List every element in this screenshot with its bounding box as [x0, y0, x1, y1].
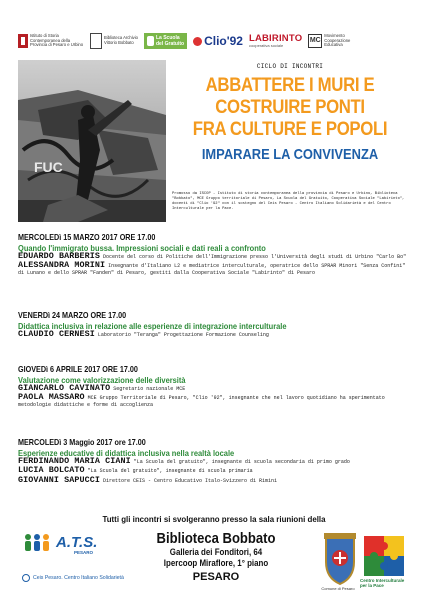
speaker-name: FERDINANDO MARIA CIANI [18, 456, 131, 466]
session-topic: Quando l'immigrato bussa. Impressioni sociali e dati reali a confronto [18, 243, 266, 253]
speaker [18, 385, 410, 392]
speaker-name: LUCIA BOLCATO [18, 465, 85, 476]
speaker [18, 262, 410, 276]
session-date: VENERDì 24 MARZO ORE 17.00 [18, 311, 127, 320]
ceis-circle-icon [22, 574, 30, 582]
event-subtitle: IMPARARE LA CONVIVENZA [201, 146, 379, 163]
comune-crest-icon [320, 532, 360, 588]
session-date: MERCOLEDì 3 Maggio 2017 ore 17.00 [18, 438, 146, 447]
clio-dot-icon [193, 37, 202, 46]
session-3 [18, 365, 410, 408]
speaker [18, 331, 410, 338]
biblioteca-logo: Biblioteca Archivio Vittorio Bobbato [90, 31, 138, 51]
speaker-name: GIANCARLO CAVINATO [18, 383, 111, 393]
speaker [18, 394, 410, 408]
speaker-desc: "La Scuola del gratuito", insegnante di scuola primaria [87, 468, 253, 475]
wall-photo [18, 60, 166, 222]
speaker-name: ALESSANDRA MORINI [18, 260, 106, 271]
wall-photo-image [18, 60, 166, 222]
speaker-desc: Laboratorio "Teranga" Progettazione Formazione Counseling [97, 332, 269, 338]
book-icon [90, 33, 102, 49]
clio-logo: Clio'92 [193, 33, 243, 49]
scuola-del-gratuito-logo: La Scuola del Gratuito [144, 33, 187, 49]
iscop-mark-icon [18, 34, 28, 48]
venue-block [128, 531, 304, 584]
svg-text:FUC: FUC [34, 159, 63, 175]
comune-label: Comune di Pesaro [321, 586, 355, 591]
session-2 [18, 311, 410, 338]
centro-pace-label: Centro Interculturale per la Pace [360, 578, 405, 588]
series-label: CICLO DI INCONTRI [256, 63, 324, 70]
mce-logo: MC Movimento Cooperazione Educativa [309, 33, 351, 48]
figure-icon [147, 36, 154, 46]
speaker-desc: "La Scuola del gratuito", insegnante di scuola secondaria di primo grado [133, 459, 350, 465]
ceis-logo: Ceis Pesaro. Centro Italiano Solidarietà [22, 574, 162, 582]
venue-address: Galleria dei Fonditori, 64 [169, 547, 263, 557]
promoters-text: Promosso da ISCOP - Istituto di storia contemporanea della provincia di Pesaro e Urbino, Biblioteca "Bobbato", MCE Gruppo territoriale di Pesaro, La Scuola del Gratuito, Cooperativa Sociale "Labirinto", docenti di "Clio '92" con il sostegno del Ceis Pesaro - Centro Italiano Solidarietà e del Centro Interculturale per la Pace. [172, 192, 405, 211]
venue-floor: Ipercoop Miraflore, 1° piano [163, 558, 269, 568]
labirinto-logo: LABIRINTO cooperativa sociale [248, 33, 303, 48]
session-topic: Valutazione come valorizzazione delle diversità [18, 375, 186, 385]
session-topic: Didattica inclusiva in relazione alle esperienze di integrazione interculturale [18, 321, 287, 331]
speaker [18, 458, 410, 465]
venue-name: Biblioteca Bobbato [156, 531, 276, 547]
speaker-name: EDUARDO BARBERIS [18, 251, 101, 261]
speaker [18, 467, 410, 474]
session-1 [18, 233, 410, 276]
speaker-desc: Insegnante d'Italiano L2 e mediatrice interculturale, operatrice dello SPRAR Minori "Senza Confini" di Lunano e dello SPRAR "Fanden" di Pesaro, gestiti dalla Cooperativa Sociale "Labirinto" di Pesaro [18, 263, 406, 276]
mce-mark-icon: MC [308, 34, 322, 48]
puzzle-icon [362, 534, 406, 578]
venue-city: PESARO [192, 571, 240, 583]
speaker-name: CLAUDIO CERNESI [18, 329, 95, 339]
speaker-desc: Segretario nazionale MCE [113, 386, 186, 392]
iscop-logo: Istituto di Storia Contemporanea della Provincia di Pesaro e Urbino [18, 31, 84, 51]
session-date: GIOVEDì 6 APRILE 2017 ORE 17.00 [18, 365, 138, 374]
sponsor-logos [18, 30, 406, 52]
session-topic: Esperienze educative di didattica inclusiva nella realtà locale [18, 448, 235, 458]
session-4 [18, 438, 410, 484]
speaker-name: PAOLA MASSARO [18, 392, 85, 403]
speaker-desc: Docente del corso di Politiche dell'Immigrazione presso l'Università degli studi di Urbino "Carlo Bo" [103, 254, 407, 260]
speaker-desc: Direttore CEIS - Centro Educativo Italo-Svizzero di Rimini [103, 477, 278, 484]
speaker [18, 474, 410, 485]
speaker-name: GIOVANNI SAPUCCI [18, 474, 101, 485]
speaker-desc: MCE Gruppo Territoriale di Pesaro, "Clio '92", insegnante che nel lavoro quotidiano ha sperimentato metodologie didattiche e forme di accoglienza [18, 395, 385, 408]
session-date: MERCOLEDì 15 MARZO 2017 ORE 17.00 [18, 233, 156, 242]
speaker [18, 253, 410, 260]
ats-logo: A.T.S. PESARO [22, 530, 122, 572]
event-title: ABBATTERE I MURI E COSTRUIRE PONTI FRA CULTURE E POPOLI [192, 74, 388, 140]
venue-intro: Tutti gli incontri si svolgeranno presso la sala riunioni della [102, 514, 326, 524]
